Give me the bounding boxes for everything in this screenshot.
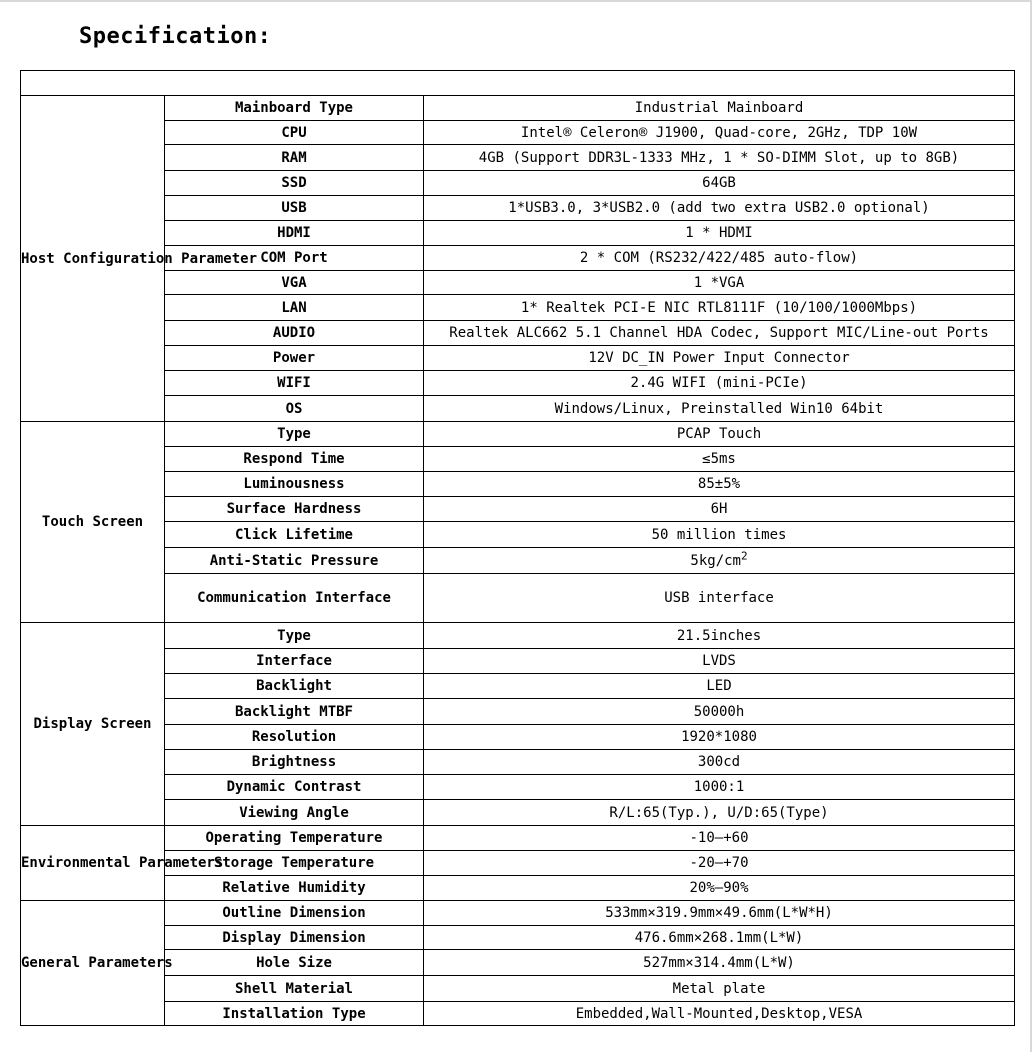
spec-label-cell: Anti-Static Pressure: [165, 548, 424, 574]
group-name-cell: General Parameters: [21, 901, 165, 1026]
spec-label-cell: HDMI: [165, 221, 424, 246]
table-row: [21, 674, 1015, 699]
spec-label-cell: OS: [165, 396, 424, 422]
spec-value-text: 1 *VGA: [693, 274, 745, 291]
spec-value-cell: [424, 548, 1015, 574]
spec-value-cell: [424, 851, 1015, 876]
spec-value-cell: [424, 699, 1015, 725]
table-row: [21, 346, 1015, 371]
spec-value-cell: [424, 901, 1015, 926]
table-row: [21, 497, 1015, 522]
spec-value-text: 85±5%: [697, 476, 741, 492]
spec-label-cell: Backlight: [165, 674, 424, 699]
spec-value-text: Realtek ALC662 5.1 Channel HDA Codec, Support MIC/Line-out Ports: [449, 325, 989, 341]
spec-value-text: 527mm×314.4mm(L*W): [643, 954, 795, 971]
spec-value-cell: [424, 674, 1015, 699]
spec-value-text: Industrial Mainboard: [634, 100, 804, 116]
spec-value-cell: [424, 396, 1015, 422]
spec-label-cell: Mainboard Type: [165, 96, 424, 121]
spec-value-text: 21.5inches: [676, 627, 762, 644]
table-row: [21, 775, 1015, 800]
group-name-cell: Environmental Parameters: [21, 826, 165, 901]
group-name-cell: Host Configuration Parameter: [21, 96, 165, 422]
spec-value-cell: [424, 371, 1015, 396]
spec-value-cell: [424, 976, 1015, 1002]
blank-header-cell: [21, 71, 1015, 96]
spec-value-text: -10—+60: [689, 830, 749, 846]
spec-value-text: USB interface: [664, 590, 774, 606]
spec-value-superscript: 2: [740, 548, 748, 562]
spec-value-cell: [424, 121, 1015, 145]
spec-value-cell: [424, 800, 1015, 826]
table-row: [21, 271, 1015, 295]
spec-value-text: LED: [706, 678, 732, 694]
spec-value-cell: [424, 522, 1015, 548]
spec-value-text: 5kg/cm: [690, 552, 741, 569]
spec-value-cell: [424, 725, 1015, 750]
spec-label-cell: Shell Material: [165, 976, 424, 1002]
spec-label-cell: Type: [165, 623, 424, 649]
spec-value-cell: [424, 321, 1015, 346]
spec-label-cell: Installation Type: [165, 1002, 424, 1026]
spec-value-text: 1* Realtek PCI-E NIC RTL8111F (10/100/1000Mbps): [520, 299, 918, 316]
spec-value-text: Metal plate: [672, 980, 766, 997]
table-row: [21, 447, 1015, 472]
table-row: [21, 826, 1015, 851]
table-row: [21, 295, 1015, 321]
page-title: Specification:: [79, 24, 272, 49]
spec-value-text: 12V DC_IN Power Input Connector: [588, 350, 850, 366]
spec-label-cell: Display Dimension: [165, 926, 424, 950]
spec-value-text: 20%—90%: [689, 880, 749, 896]
spec-value-cell: [424, 826, 1015, 851]
spec-value-text: 2 * COM (RS232/422/485 auto-flow): [579, 250, 859, 266]
group-name-cell: Touch Screen: [21, 422, 165, 623]
spec-value-text: 6H: [710, 501, 728, 517]
spec-value-text: -20—+70: [689, 855, 749, 871]
spec-label-cell: Communication Interface: [165, 574, 424, 623]
spec-value-text: Embedded,Wall-Mounted,Desktop,VESA: [575, 1005, 863, 1022]
spec-value-cell: [424, 950, 1015, 976]
spec-value-text: Intel® Celeron® J1900, Quad-core, 2GHz, TDP 10W: [520, 124, 918, 141]
spec-label-cell: Surface Hardness: [165, 497, 424, 522]
table-row: [21, 976, 1015, 1002]
spec-value-cell: [424, 271, 1015, 295]
spec-value-text: 1 * HDMI: [685, 225, 753, 241]
spec-label-cell: Operating Temperature: [165, 826, 424, 851]
spec-label-cell: COM Port: [165, 246, 424, 271]
spec-value-cell: [424, 497, 1015, 522]
spec-value-text: 64GB: [702, 175, 736, 191]
spec-value-text: LVDS: [702, 653, 736, 669]
spec-value-text: 4GB (Support DDR3L-1333 MHz, 1 * SO-DIMM Slot, up to 8GB): [478, 149, 960, 166]
table-row: [21, 750, 1015, 775]
spec-value-cell: [424, 926, 1015, 950]
table-row: [21, 196, 1015, 221]
table-row: [21, 548, 1015, 574]
spec-label-cell: VGA: [165, 271, 424, 295]
spec-value-cell: [424, 1002, 1015, 1026]
table-row: [21, 422, 1015, 447]
spec-label-cell: Relative Humidity: [165, 876, 424, 901]
spec-value-cell: [424, 295, 1015, 321]
spec-value-text: 1*USB3.0, 3*USB2.0 (add two extra USB2.0 optional): [508, 200, 930, 216]
spec-label-cell: Resolution: [165, 725, 424, 750]
spec-label-cell: AUDIO: [165, 321, 424, 346]
table-row: [21, 901, 1015, 926]
table-row: [21, 171, 1015, 196]
spec-value-cell: [424, 422, 1015, 447]
spec-value-text: 476.6mm×268.1mm(L*W): [634, 929, 804, 946]
spec-value-text: ≤5ms: [702, 451, 736, 467]
table-row: [21, 725, 1015, 750]
spec-label-cell: RAM: [165, 145, 424, 171]
spec-value-text: R/L:65(Typ.), U/D:65(Type): [609, 804, 829, 821]
spec-value-cell: [424, 876, 1015, 901]
table-row: [21, 522, 1015, 548]
table-row: [21, 221, 1015, 246]
table-row: [21, 623, 1015, 649]
table-row: [21, 699, 1015, 725]
table-row: [21, 371, 1015, 396]
group-name-cell: Display Screen: [21, 623, 165, 826]
spec-table: [20, 70, 1015, 1026]
spec-value-cell: [424, 649, 1015, 674]
table-row: [21, 145, 1015, 171]
spec-label-cell: Type: [165, 422, 424, 447]
spec-label-cell: CPU: [165, 121, 424, 145]
spec-value-cell: [424, 472, 1015, 497]
spec-label-cell: Power: [165, 346, 424, 371]
spec-value-cell: [424, 145, 1015, 171]
table-row: [21, 121, 1015, 145]
spec-label-cell: Hole Size: [165, 950, 424, 976]
table-row: [21, 472, 1015, 497]
spec-value-cell: [424, 574, 1015, 623]
spec-value-text: 1000:1: [693, 779, 745, 795]
table-row: [21, 876, 1015, 901]
spec-value-cell: [424, 750, 1015, 775]
spec-value-cell: [424, 447, 1015, 472]
spec-value-cell: [424, 775, 1015, 800]
spec-value-text: 50000h: [693, 703, 745, 720]
spec-value-cell: [424, 96, 1015, 121]
table-row: [21, 96, 1015, 121]
spec-value-cell: [424, 346, 1015, 371]
spec-label-cell: Storage Temperature: [165, 851, 424, 876]
spec-value-cell: [424, 196, 1015, 221]
table-row: [21, 574, 1015, 623]
spec-label-cell: SSD: [165, 171, 424, 196]
spec-value-text: 2.4G WIFI (mini-PCIe): [630, 375, 808, 391]
table-row: [21, 800, 1015, 826]
spec-label-cell: Respond Time: [165, 447, 424, 472]
spec-value-cell: [424, 221, 1015, 246]
spec-value-text: Windows/Linux, Preinstalled Win10 64bit: [554, 400, 884, 417]
spec-value-text: PCAP Touch: [676, 426, 762, 442]
spec-table-body: [21, 71, 1015, 1026]
spec-label-cell: USB: [165, 196, 424, 221]
table-header-blank-row: [21, 71, 1015, 96]
table-row: [21, 1002, 1015, 1026]
table-row: [21, 396, 1015, 422]
spec-label-cell: Interface: [165, 649, 424, 674]
page-border-top: [0, 0, 1032, 2]
spec-value-cell: [424, 623, 1015, 649]
table-row: [21, 321, 1015, 346]
spec-label-cell: LAN: [165, 295, 424, 321]
spec-label-cell: Outline Dimension: [165, 901, 424, 926]
spec-label-cell: Viewing Angle: [165, 800, 424, 826]
spec-label-cell: WIFI: [165, 371, 424, 396]
table-row: [21, 926, 1015, 950]
table-row: [21, 649, 1015, 674]
spec-value-text: 533mm×319.9mm×49.6mm(L*W*H): [605, 905, 833, 921]
spec-value-cell: [424, 171, 1015, 196]
spec-label-cell: Brightness: [165, 750, 424, 775]
spec-label-cell: Click Lifetime: [165, 522, 424, 548]
spec-value-cell: [424, 246, 1015, 271]
spec-value-text: 1920*1080: [681, 729, 757, 745]
spec-value-text: 50 million times: [651, 526, 787, 543]
spec-label-cell: Backlight MTBF: [165, 699, 424, 725]
spec-value-text: 300cd: [697, 754, 741, 770]
spec-label-cell: Luminousness: [165, 472, 424, 497]
spec-label-cell: Dynamic Contrast: [165, 775, 424, 800]
